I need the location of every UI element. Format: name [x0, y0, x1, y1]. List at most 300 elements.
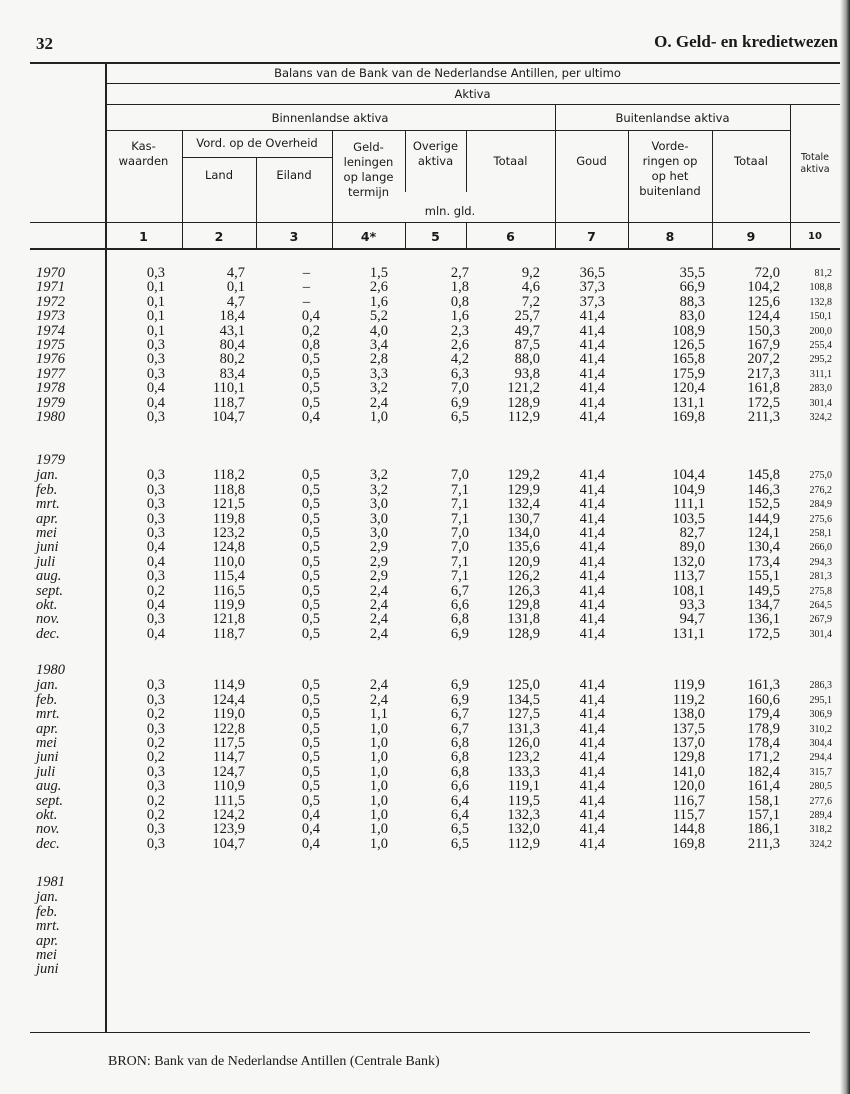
cell-col-10: 280,5: [809, 781, 832, 793]
cell-col-5: 0,8: [450, 293, 469, 310]
cell-col-4: 2,8: [369, 351, 388, 368]
cell-col-2: 121,5: [212, 496, 245, 513]
cell-col-4: 5,2: [369, 308, 388, 325]
cell-col-7: 41,4: [579, 510, 605, 527]
cell-col-8: 141,0: [672, 763, 705, 780]
totale-aktiva-header: Totale aktiva: [800, 152, 830, 175]
row-label: feb.: [36, 481, 58, 498]
cell-col-7: 41,4: [579, 792, 605, 809]
cell-col-5: 6,8: [450, 611, 469, 628]
cell-col-3: 0,5: [301, 365, 320, 382]
row-label: 1976: [36, 351, 65, 368]
binnenlandse-header: Binnenlandse aktiva: [271, 111, 389, 125]
totaal-buiten-header: Totaal: [734, 154, 768, 168]
cell-col-6: 129,8: [507, 597, 540, 613]
cell-col-6: 87,5: [514, 337, 540, 353]
row-label: mrt.: [36, 918, 60, 935]
table-row: [0, 410, 850, 425]
table-row: [0, 468, 850, 483]
cell-col-1: 0,3: [146, 763, 165, 780]
cell-col-1: 0,3: [146, 365, 165, 382]
cell-col-9: 158,1: [747, 792, 780, 809]
cell-col-8: 108,9: [672, 322, 705, 339]
cell-col-10: 266,0: [809, 542, 832, 554]
cell-col-5: 7,0: [450, 525, 469, 541]
cell-col-5: 6,9: [450, 691, 469, 708]
cell-col-6: 134,5: [507, 691, 540, 708]
cell-col-5: 1,8: [450, 279, 469, 296]
table-row: [0, 779, 850, 794]
table-row: [0, 707, 850, 722]
table-row: [0, 367, 850, 382]
cell-col-1: 0,2: [146, 582, 165, 599]
cell-col-8: 89,0: [679, 539, 705, 556]
cell-col-4: 2,4: [369, 597, 388, 613]
row-label: nov.: [36, 611, 60, 628]
column-number: 9: [746, 229, 756, 244]
cell-col-7: 41,4: [579, 481, 605, 498]
cell-col-5: 7,1: [450, 568, 469, 585]
cell-col-9: 179,4: [747, 706, 780, 723]
column-number: 3: [289, 229, 299, 244]
section-heading: 1980: [36, 662, 65, 678]
cell-col-4: 1,0: [369, 807, 388, 823]
cell-col-6: 132,4: [507, 496, 540, 513]
source-note: BRON: Bank van de Nederlandse Antillen (Centrale Bank): [108, 1054, 440, 1069]
cell-col-8: 120,0: [672, 778, 705, 795]
cell-col-10: 284,9: [809, 499, 832, 511]
cell-col-7: 41,4: [579, 611, 605, 628]
cell-col-7: 41,4: [579, 735, 605, 751]
cell-col-4: 2,6: [369, 279, 388, 296]
cell-col-10: 267,9: [809, 614, 832, 626]
cell-col-5: 6,4: [450, 792, 469, 809]
row-label: 1975: [36, 337, 65, 353]
table-row: [0, 612, 850, 627]
cell-col-6: 132,0: [507, 821, 540, 838]
cell-col-6: 129,2: [507, 467, 540, 484]
cell-col-1: 0,2: [146, 735, 165, 751]
table-row: [0, 295, 850, 310]
cell-col-8: 83,0: [679, 308, 705, 325]
cell-col-4: 3,2: [369, 380, 388, 397]
cell-col-3: –: [302, 293, 310, 310]
cell-col-5: 7,1: [450, 481, 469, 498]
cell-col-5: 7,1: [450, 553, 469, 570]
cell-col-8: 169,8: [672, 409, 705, 425]
cell-col-9: 150,3: [747, 322, 780, 339]
cell-col-4: 1,0: [369, 749, 388, 766]
cell-col-6: 129,9: [507, 481, 540, 498]
cell-col-8: 66,9: [679, 279, 705, 296]
cell-col-3: 0,5: [301, 394, 320, 411]
column-number: 5: [431, 229, 440, 244]
cell-col-6: 119,1: [507, 778, 540, 795]
table-row: [0, 598, 850, 613]
cell-col-6: 131,8: [507, 611, 540, 628]
cell-col-7: 41,4: [579, 409, 605, 425]
cell-col-10: 200,0: [809, 325, 832, 337]
cell-col-9: 134,7: [747, 597, 780, 613]
cell-col-3: 0,5: [301, 691, 320, 708]
cell-col-6: 4,6: [521, 279, 540, 296]
cell-col-5: 6,4: [450, 807, 469, 823]
row-label: apr.: [36, 932, 59, 949]
cell-col-2: 4,7: [226, 265, 245, 281]
cell-col-9: 136,1: [747, 611, 780, 628]
table-row: [0, 948, 850, 963]
cell-col-8: 120,4: [672, 380, 705, 397]
cell-col-1: 0,3: [146, 691, 165, 708]
cell-col-8: 113,7: [672, 568, 705, 585]
cell-col-5: 7,0: [450, 380, 469, 397]
cell-col-4: 1,0: [369, 792, 388, 809]
cell-col-8: 35,5: [679, 265, 705, 281]
cell-col-9: 125,6: [747, 293, 780, 310]
cell-col-2: 124,2: [212, 807, 245, 823]
cell-col-7: 41,4: [579, 496, 605, 513]
cell-col-7: 37,3: [579, 293, 605, 310]
cell-col-10: 255,4: [809, 340, 832, 351]
cell-col-8: 115,7: [672, 807, 705, 823]
cell-col-5: 2,7: [450, 265, 469, 281]
column-number: 2: [214, 229, 224, 244]
cell-col-3: 0,2: [301, 322, 320, 339]
cell-col-1: 0,2: [146, 749, 165, 766]
cell-col-8: 88,3: [679, 293, 705, 310]
cell-col-4: 2,4: [369, 691, 388, 708]
row-label: juni: [36, 539, 59, 556]
cell-col-5: 6,8: [450, 749, 469, 766]
cell-col-10: 275,8: [809, 585, 832, 597]
cell-col-2: 121,8: [212, 611, 245, 628]
cell-col-1: 0,1: [146, 322, 165, 339]
cell-col-1: 0,2: [146, 807, 165, 823]
cell-col-6: 119,5: [507, 792, 540, 809]
cell-col-4: 3,3: [369, 365, 388, 382]
row-label: juli: [36, 763, 56, 780]
page-number: 32: [36, 34, 53, 53]
cell-col-4: 1,0: [369, 763, 388, 780]
cell-col-7: 41,4: [579, 691, 605, 708]
row-label: okt.: [36, 597, 58, 613]
cell-col-4: 1,0: [369, 720, 388, 737]
row-label: feb.: [36, 691, 58, 708]
cell-col-5: 2,3: [450, 322, 469, 339]
cell-col-1: 0,4: [146, 553, 165, 570]
cell-col-10: 276,2: [809, 484, 832, 496]
table-row: [0, 324, 850, 339]
chapter-title: O. Geld- en kredietwezen: [654, 32, 838, 51]
cell-col-10: 324,2: [809, 838, 832, 850]
cell-col-8: 94,7: [679, 611, 705, 628]
cell-col-2: 80,2: [219, 351, 245, 368]
cell-col-3: 0,5: [301, 749, 320, 766]
cell-col-6: 126,2: [507, 568, 540, 585]
column-number: 6: [506, 229, 515, 244]
cell-col-8: 137,5: [672, 720, 705, 737]
cell-col-8: 132,0: [672, 553, 705, 570]
cell-col-6: 125,0: [507, 677, 540, 694]
cell-col-4: 2,4: [369, 677, 388, 694]
cell-col-10: 108,8: [809, 282, 832, 294]
cell-col-3: 0,8: [301, 337, 320, 353]
cell-col-7: 41,4: [579, 568, 605, 585]
cell-col-8: 126,5: [672, 337, 705, 353]
table-row: [0, 808, 850, 823]
row-label: sept.: [36, 792, 63, 809]
cell-col-5: 6,7: [450, 720, 469, 737]
table-row: [0, 905, 850, 920]
cell-col-10: 301,4: [809, 397, 832, 409]
table-row: [0, 381, 850, 396]
row-label: mrt.: [36, 706, 60, 723]
cell-col-4: 1,0: [369, 409, 388, 425]
cell-col-7: 37,3: [579, 279, 605, 296]
cell-col-2: 110,1: [212, 380, 245, 397]
cell-col-3: 0,5: [301, 735, 320, 751]
cell-col-3: 0,5: [301, 568, 320, 585]
cell-col-10: 275,0: [809, 470, 832, 482]
cell-col-1: 0,3: [146, 337, 165, 353]
cell-col-1: 0,4: [146, 597, 165, 613]
cell-col-9: 173,4: [747, 553, 780, 570]
cell-col-4: 1,6: [369, 293, 388, 310]
cell-col-9: 149,5: [747, 582, 780, 599]
column-number: 4*: [360, 229, 377, 244]
cell-col-1: 0,3: [146, 265, 165, 281]
cell-col-2: 104,7: [212, 835, 245, 852]
cell-col-1: 0,3: [146, 778, 165, 795]
cell-col-7: 41,4: [579, 308, 605, 325]
cell-col-9: 155,1: [747, 568, 780, 585]
cell-col-9: 172,5: [747, 394, 780, 411]
unit-label: mln. gld.: [424, 204, 476, 218]
cell-col-6: 126,3: [507, 582, 540, 599]
cell-col-8: 104,4: [672, 467, 705, 484]
cell-col-3: 0,4: [301, 835, 320, 852]
column-number: 1: [139, 229, 148, 244]
cell-col-2: 124,8: [212, 539, 245, 556]
cell-col-2: 110,9: [212, 778, 245, 795]
table-row: [0, 750, 850, 765]
cell-col-7: 41,4: [579, 821, 605, 838]
cell-col-7: 41,4: [579, 677, 605, 694]
vorderingen-header: Vorde- ringen op op het buitenland: [639, 139, 701, 198]
row-label: 1980: [36, 409, 65, 425]
cell-col-2: 116,5: [212, 582, 245, 599]
table-row: [0, 962, 850, 977]
cell-col-7: 41,4: [579, 351, 605, 368]
cell-col-6: 120,9: [507, 553, 540, 570]
table-row: [0, 540, 850, 555]
cell-col-5: 6,5: [450, 821, 469, 838]
cell-col-9: 172,5: [747, 625, 780, 642]
land-header: Land: [204, 168, 234, 182]
cell-col-6: 25,7: [514, 308, 540, 325]
cell-col-3: 0,5: [301, 510, 320, 527]
cell-col-4: 2,4: [369, 394, 388, 411]
table-row: [0, 280, 850, 295]
cell-col-5: 6,3: [450, 365, 469, 382]
cell-col-3: –: [302, 279, 310, 296]
cell-col-1: 0,3: [146, 677, 165, 694]
cell-col-5: 6,9: [450, 625, 469, 642]
cell-col-4: 3,0: [369, 510, 388, 527]
cell-col-1: 0,4: [146, 380, 165, 397]
cell-col-2: 117,5: [212, 735, 245, 751]
row-label: 1974: [36, 322, 65, 339]
cell-col-5: 4,2: [450, 351, 469, 368]
cell-col-9: 178,4: [747, 735, 780, 751]
row-label: apr.: [36, 510, 59, 527]
table-row: [0, 526, 850, 541]
cell-col-10: 264,5: [809, 600, 832, 611]
row-label: nov.: [36, 821, 60, 838]
cell-col-2: 110,0: [212, 553, 245, 570]
cell-col-10: 295,1: [809, 694, 832, 706]
cell-col-9: 146,3: [747, 481, 780, 498]
cell-col-9: 211,3: [747, 409, 780, 425]
cell-col-8: 111,1: [673, 496, 705, 513]
table-row: [0, 722, 850, 737]
cell-col-3: 0,5: [301, 582, 320, 599]
cell-col-8: 116,7: [672, 792, 705, 809]
cell-col-2: 119,8: [212, 510, 245, 527]
cell-col-6: 121,2: [507, 380, 540, 397]
cell-col-1: 0,4: [146, 625, 165, 642]
cell-col-10: 301,4: [809, 628, 832, 640]
cell-col-9: 161,4: [747, 778, 780, 795]
cell-col-7: 41,4: [579, 467, 605, 484]
geldleningen-header: Geld- leningen op lange termijn: [343, 140, 394, 199]
row-label: juli: [36, 553, 56, 570]
row-label: 1971: [36, 279, 65, 296]
cell-col-8: 119,9: [672, 677, 705, 694]
cell-col-9: 178,9: [747, 720, 780, 737]
cell-col-5: 6,7: [450, 706, 469, 723]
cell-col-10: 132,8: [809, 296, 832, 308]
cell-col-2: 119,9: [212, 597, 245, 613]
section-heading-row: [0, 875, 850, 890]
eiland-header: Eiland: [276, 168, 312, 182]
row-label: jan.: [36, 467, 59, 484]
cell-col-4: 2,4: [369, 611, 388, 628]
cell-col-8: 144,8: [672, 821, 705, 838]
cell-col-4: 1,0: [369, 778, 388, 795]
cell-col-3: 0,5: [301, 706, 320, 723]
table-row: [0, 693, 850, 708]
cell-col-3: –: [302, 265, 310, 281]
table-row: [0, 584, 850, 599]
row-label: aug.: [36, 778, 62, 795]
aktiva-header: Aktiva: [454, 87, 491, 101]
cell-col-9: 161,8: [747, 380, 780, 397]
cell-col-10: 324,2: [809, 412, 832, 423]
table-row: [0, 512, 850, 527]
cell-col-7: 41,4: [579, 525, 605, 541]
cell-col-8: 169,8: [672, 835, 705, 852]
cell-col-4: 1,5: [369, 265, 388, 281]
cell-col-2: 4,7: [226, 293, 245, 310]
cell-col-10: 294,4: [809, 752, 832, 764]
cell-col-4: 1,0: [369, 821, 388, 838]
cell-col-3: 0,5: [301, 351, 320, 368]
cell-col-2: 119,0: [212, 706, 245, 723]
cell-col-9: 186,1: [747, 821, 780, 838]
cell-col-4: 2,4: [369, 582, 388, 599]
cell-col-2: 118,2: [212, 467, 245, 484]
cell-col-7: 41,4: [579, 807, 605, 823]
row-label: okt.: [36, 807, 58, 823]
row-label: mei: [36, 947, 57, 963]
cell-col-2: 118,7: [212, 394, 245, 411]
cell-col-7: 41,4: [579, 539, 605, 556]
cell-col-2: 83,4: [219, 365, 245, 382]
cell-col-3: 0,4: [301, 409, 320, 425]
cell-col-8: 175,9: [672, 365, 705, 382]
cell-col-8: 119,2: [672, 691, 705, 708]
cell-col-9: 104,2: [747, 279, 780, 296]
table-row: [0, 352, 850, 367]
cell-col-1: 0,3: [146, 568, 165, 585]
cell-col-9: 161,3: [747, 677, 780, 694]
cell-col-1: 0,2: [146, 792, 165, 809]
cell-col-6: 127,5: [507, 706, 540, 723]
cell-col-3: 0,5: [301, 720, 320, 737]
cell-col-9: 167,9: [747, 337, 780, 353]
table-row: [0, 736, 850, 751]
section-heading-row: [0, 663, 850, 678]
cell-col-8: 82,7: [679, 525, 705, 541]
cell-col-4: 1,1: [369, 706, 388, 723]
cell-col-9: 157,1: [747, 807, 780, 823]
cell-col-4: 1,0: [369, 735, 388, 751]
cell-col-6: 123,2: [507, 749, 540, 766]
cell-col-9: 207,2: [747, 351, 780, 368]
cell-col-6: 135,6: [507, 539, 540, 556]
cell-col-2: 118,8: [212, 481, 245, 498]
cell-col-1: 0,1: [146, 293, 165, 310]
cell-col-1: 0,1: [146, 308, 165, 325]
cell-col-7: 41,4: [579, 706, 605, 723]
cell-col-10: 258,1: [809, 528, 832, 539]
cell-col-3: 0,5: [301, 778, 320, 795]
cell-col-1: 0,3: [146, 481, 165, 498]
table-row: [0, 934, 850, 949]
table-row: [0, 822, 850, 837]
table-row: [0, 837, 850, 852]
cell-col-7: 41,4: [579, 394, 605, 411]
cell-col-1: 0,3: [146, 525, 165, 541]
cell-col-10: 306,9: [809, 709, 832, 721]
cell-col-1: 0,3: [146, 835, 165, 852]
cell-col-7: 41,4: [579, 582, 605, 599]
table-row: [0, 919, 850, 934]
cell-col-2: 18,4: [219, 308, 245, 325]
cell-col-2: 43,1: [219, 322, 245, 339]
cell-col-8: 129,8: [672, 749, 705, 766]
cell-col-5: 7,1: [450, 510, 469, 527]
cell-col-6: 93,8: [514, 365, 540, 382]
cell-col-8: 131,1: [672, 625, 705, 642]
cell-col-7: 41,4: [579, 365, 605, 382]
cell-col-7: 41,4: [579, 625, 605, 642]
goud-header: Goud: [576, 154, 607, 168]
cell-col-7: 41,4: [579, 553, 605, 570]
cell-col-9: 72,0: [754, 265, 780, 281]
cell-col-9: 124,1: [747, 525, 780, 541]
